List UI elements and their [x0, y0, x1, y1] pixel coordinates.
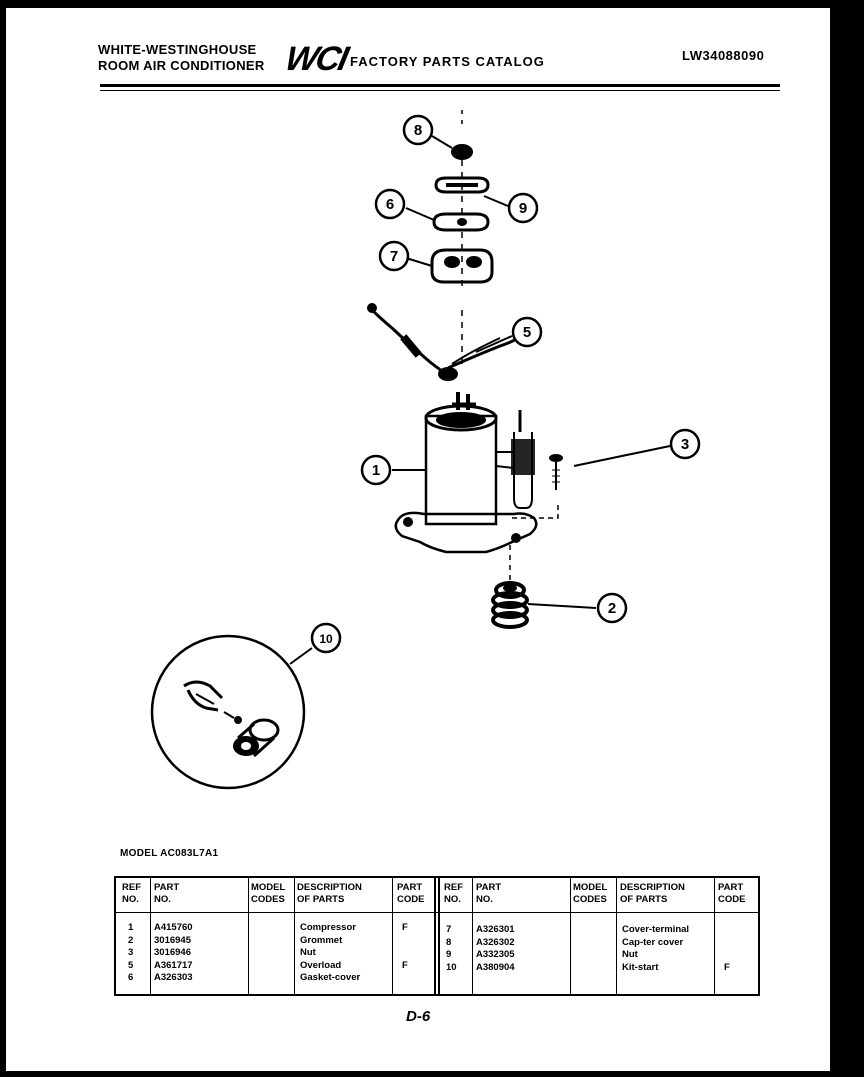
- brand-line-1: WHITE-WESTINGHOUSE: [98, 42, 257, 57]
- header-part-no: PART NO.: [154, 882, 180, 905]
- part-code-column: F: [724, 961, 730, 973]
- ref-column: 1 2 3 5 6: [128, 922, 134, 984]
- part-number-column: A326301 A326302 A332305 A380904: [476, 924, 515, 973]
- description-column: Compressor Grommet Nut Overload Gasket-cover: [300, 922, 361, 984]
- nut-part: [452, 145, 472, 159]
- table-divider: [392, 878, 393, 994]
- header-part-no: PART NO.: [476, 882, 502, 905]
- compressor-part: [396, 392, 558, 552]
- table-divider: [434, 878, 436, 994]
- description-column: Cover-terminal Cap-ter cover Nut Kit-start: [622, 924, 690, 973]
- header-ref-no: REF NO.: [122, 882, 141, 905]
- table-divider: [248, 878, 249, 994]
- overload-part: [368, 304, 518, 380]
- terminal-cover-part: [432, 250, 492, 282]
- ref-column: 7 8 9 10: [446, 924, 457, 973]
- callout-10: 10: [319, 632, 333, 646]
- start-kit-inset: [152, 636, 304, 788]
- callout-3: 3: [680, 436, 690, 453]
- table-divider: [294, 878, 295, 994]
- callout-7: 7: [389, 248, 399, 265]
- catalog-title: FACTORY PARTS CATALOG: [350, 54, 545, 69]
- wci-logo: WCI: [281, 40, 351, 78]
- callout-5: 5: [522, 324, 532, 341]
- parts-table: [114, 876, 760, 996]
- header-model-codes: MODEL CODES: [251, 882, 286, 905]
- table-header-rule: [116, 912, 758, 913]
- brand-line-2: ROOM AIR CONDITIONER: [98, 58, 265, 73]
- page-number: D-6: [406, 1008, 431, 1025]
- header-part-code: PART CODE: [718, 882, 746, 905]
- callout-6: 6: [385, 196, 395, 213]
- table-divider: [472, 878, 473, 994]
- header-model-codes: MODEL CODES: [573, 882, 608, 905]
- table-divider: [150, 878, 151, 994]
- callout-1: 1: [371, 462, 381, 479]
- table-divider: [616, 878, 617, 994]
- header-part-code: PART CODE: [397, 882, 425, 905]
- callout-9: 9: [518, 200, 528, 217]
- document-number: LW34088090: [682, 48, 765, 63]
- table-divider: [714, 878, 715, 994]
- table-divider: [438, 878, 440, 994]
- model-label: MODEL AC083L7A1: [120, 848, 219, 859]
- screw-part: [550, 455, 562, 490]
- header-description: DESCRIPTION OF PARTS: [297, 882, 362, 905]
- part-code-column: F F: [402, 922, 408, 971]
- gasket-part: [434, 214, 488, 230]
- grommet-part: [493, 583, 527, 627]
- header-ref-no: REF NO.: [444, 882, 463, 905]
- callout-8: 8: [413, 122, 423, 139]
- callout-2: 2: [607, 600, 617, 617]
- table-divider: [570, 878, 571, 994]
- header-description: DESCRIPTION OF PARTS: [620, 882, 685, 905]
- part-number-column: A415760 3016945 3016946 A361717 A326303: [154, 922, 193, 984]
